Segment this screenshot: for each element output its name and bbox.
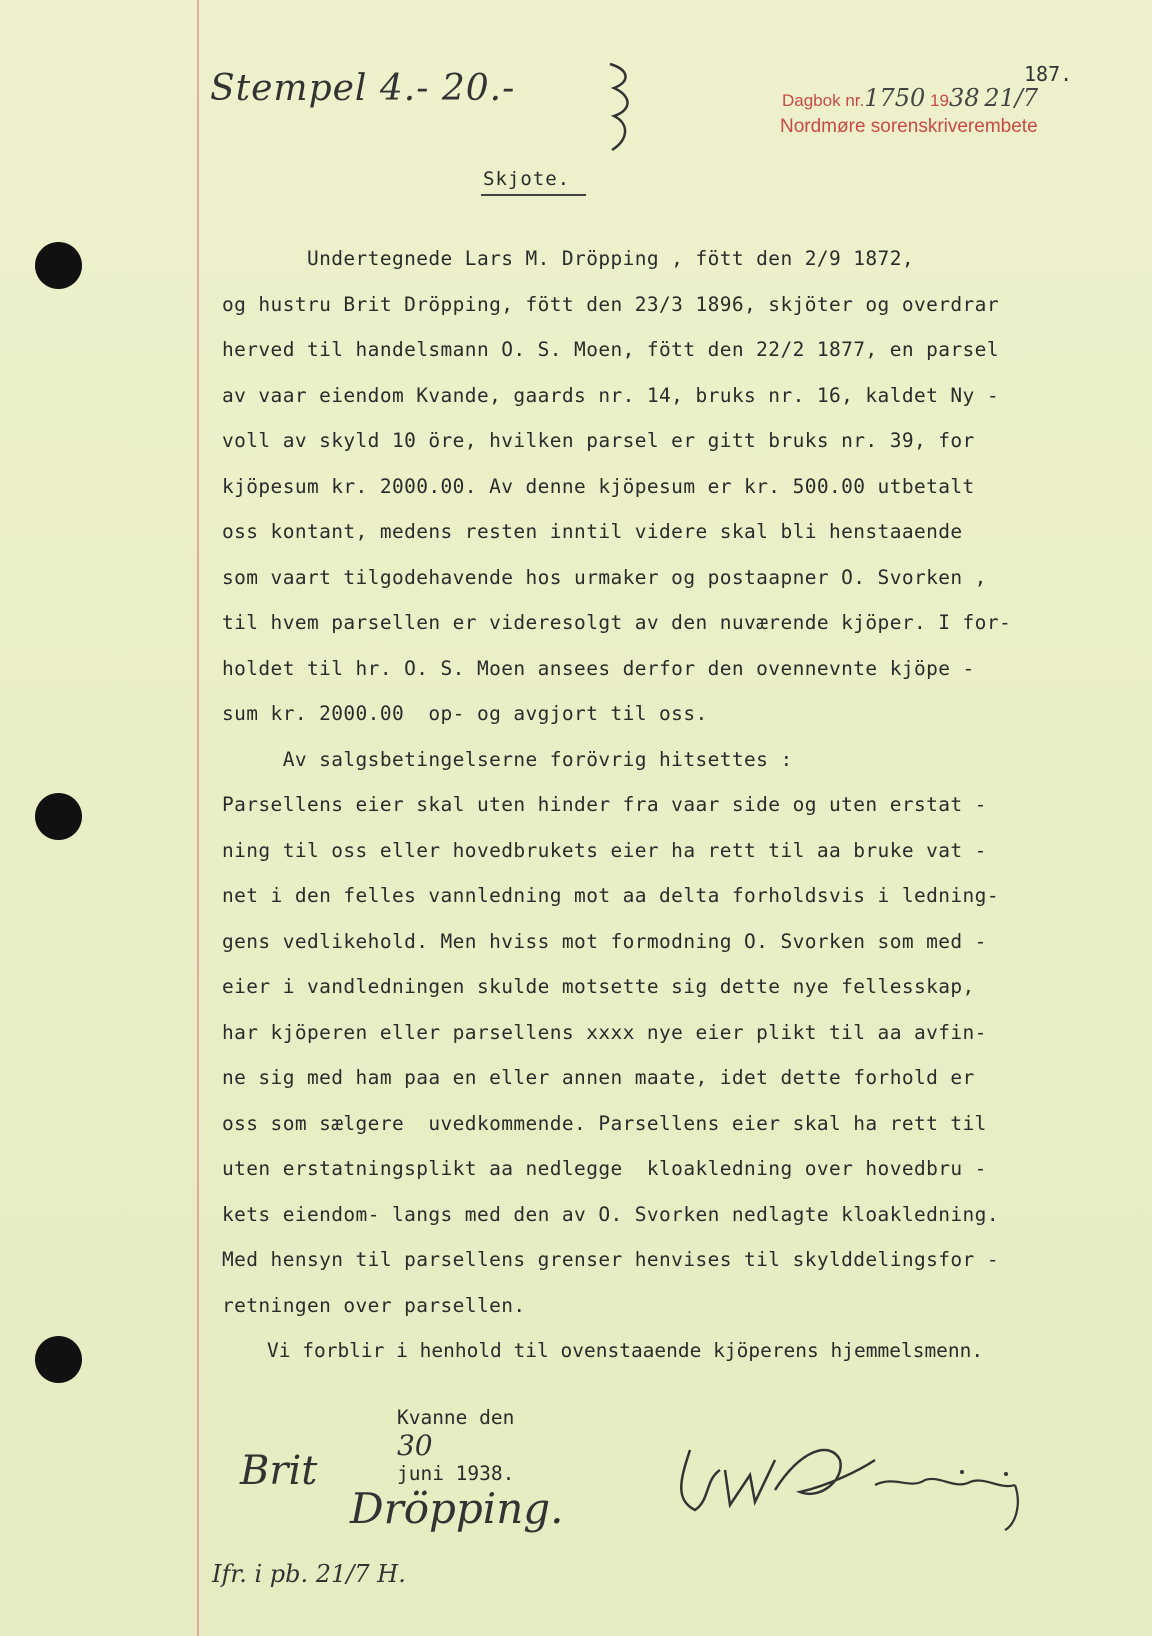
body-line: net i den felles vannledning mot aa delta forholdsvis i ledning- xyxy=(222,884,999,907)
body-line: til hvem parsellen er videresolgt av den nuværende kjöper. I for- xyxy=(222,611,1012,634)
registration-note: Ifr. i pb. 21/7 H. xyxy=(212,1560,406,1588)
stamp-number: 1750 xyxy=(864,84,926,112)
punch-hole xyxy=(35,242,82,289)
body-line: oss som sælgere uvedkommende. Parsellens eier skal ha rett til xyxy=(222,1111,987,1135)
body-line: voll av skyld 10 öre, hvilken parsel er gitt bruks nr. 39, for xyxy=(222,429,975,452)
stamp-prefix: Dagbok nr. xyxy=(782,91,865,110)
margin-note-handwritten: Stempel 4.- 20.- xyxy=(210,68,516,109)
document-heading: Skjote. xyxy=(481,168,586,196)
signature-lars-droepping xyxy=(670,1430,1090,1540)
body-line: ne sig med ham paa en eller annen maate, idet dette forhold er xyxy=(222,1066,975,1089)
brace-mark xyxy=(600,60,640,155)
punch-hole xyxy=(35,1336,82,1383)
stamp-year-prefix: 19 xyxy=(930,91,949,110)
body-line: Av salgsbetingelserne forövrig hitsettes : xyxy=(222,747,793,771)
body-line: herved til handelsmann O. S. Moen, fött den 22/2 1877, en parsel xyxy=(222,338,999,361)
signature-brit-line2: Dröpping. xyxy=(350,1484,564,1533)
body-line: av vaar eiendom Kvande, gaards nr. 14, bruks nr. 16, kaldet Ny - xyxy=(222,383,999,407)
stamp-year: 38 xyxy=(948,84,980,112)
body-line: Parsellens eier skal uten hinder fra vaar side og uten erstat - xyxy=(222,793,987,816)
stamp-date: 21/7 xyxy=(984,84,1039,112)
registry-stamp-line2: Nordmøre sorenskriverembete xyxy=(780,116,1038,137)
body-line: holdet til hr. O. S. Moen ansees derfor den ovennevnte kjöpe - xyxy=(222,656,975,680)
place: Kvanne den xyxy=(396,1406,515,1429)
day-handwritten: 30 xyxy=(396,1429,433,1462)
body-line: retningen over parsellen. xyxy=(222,1293,526,1317)
body-line: uten erstatningsplikt aa nedlegge kloakledning over hovedbru - xyxy=(222,1157,987,1180)
body-line: kets eiendom- langs med den av O. Svorken nedlagte kloakledning. xyxy=(222,1202,999,1226)
body-line: oss kontant, medens resten inntil videre skal bli henstaaende xyxy=(222,520,963,543)
margin-line xyxy=(197,0,199,1636)
deed-body-text xyxy=(222,236,1112,1328)
body-line: har kjöperen eller parsellens xxxx nye eier plikt til aa avfin- xyxy=(222,1020,987,1044)
body-line: Med hensyn til parsellens grenser henvises til skylddelingsfor - xyxy=(222,1248,999,1271)
body-line: eier i vandledningen skulde motsette sig dette nye fellesskap, xyxy=(222,975,975,998)
registry-stamp-line1 xyxy=(782,84,1038,112)
body-line: ning til oss eller hovedbrukets eier ha rett til aa bruke vat - xyxy=(222,838,987,862)
signature-brit-line1: Brit xyxy=(240,1448,318,1494)
body-line: og hustru Brit Dröpping, fött den 23/3 1896, skjöter og overdrar xyxy=(222,292,999,316)
month-year: juni 1938. xyxy=(396,1462,515,1485)
page-number: 187. xyxy=(1024,62,1073,86)
punch-hole xyxy=(35,793,82,840)
body-line: gens vedlikehold. Men hviss mot formodning O. Svorken som med - xyxy=(222,929,987,953)
closing-statement: Vi forblir i henhold til ovenstaaende kjöperens hjemmelsmenn. xyxy=(267,1339,984,1362)
body-line: som vaart tilgodehavende hos urmaker og postaapner O. Svorken , xyxy=(222,565,987,589)
body-line: Undertegnede Lars M. Dröpping , fött den 2/9 1872, xyxy=(222,247,914,270)
body-line: kjöpesum kr. 2000.00. Av denne kjöpesum er kr. 500.00 utbetalt xyxy=(222,474,975,498)
body-line: sum kr. 2000.00 op- og avgjort til oss. xyxy=(222,702,708,725)
